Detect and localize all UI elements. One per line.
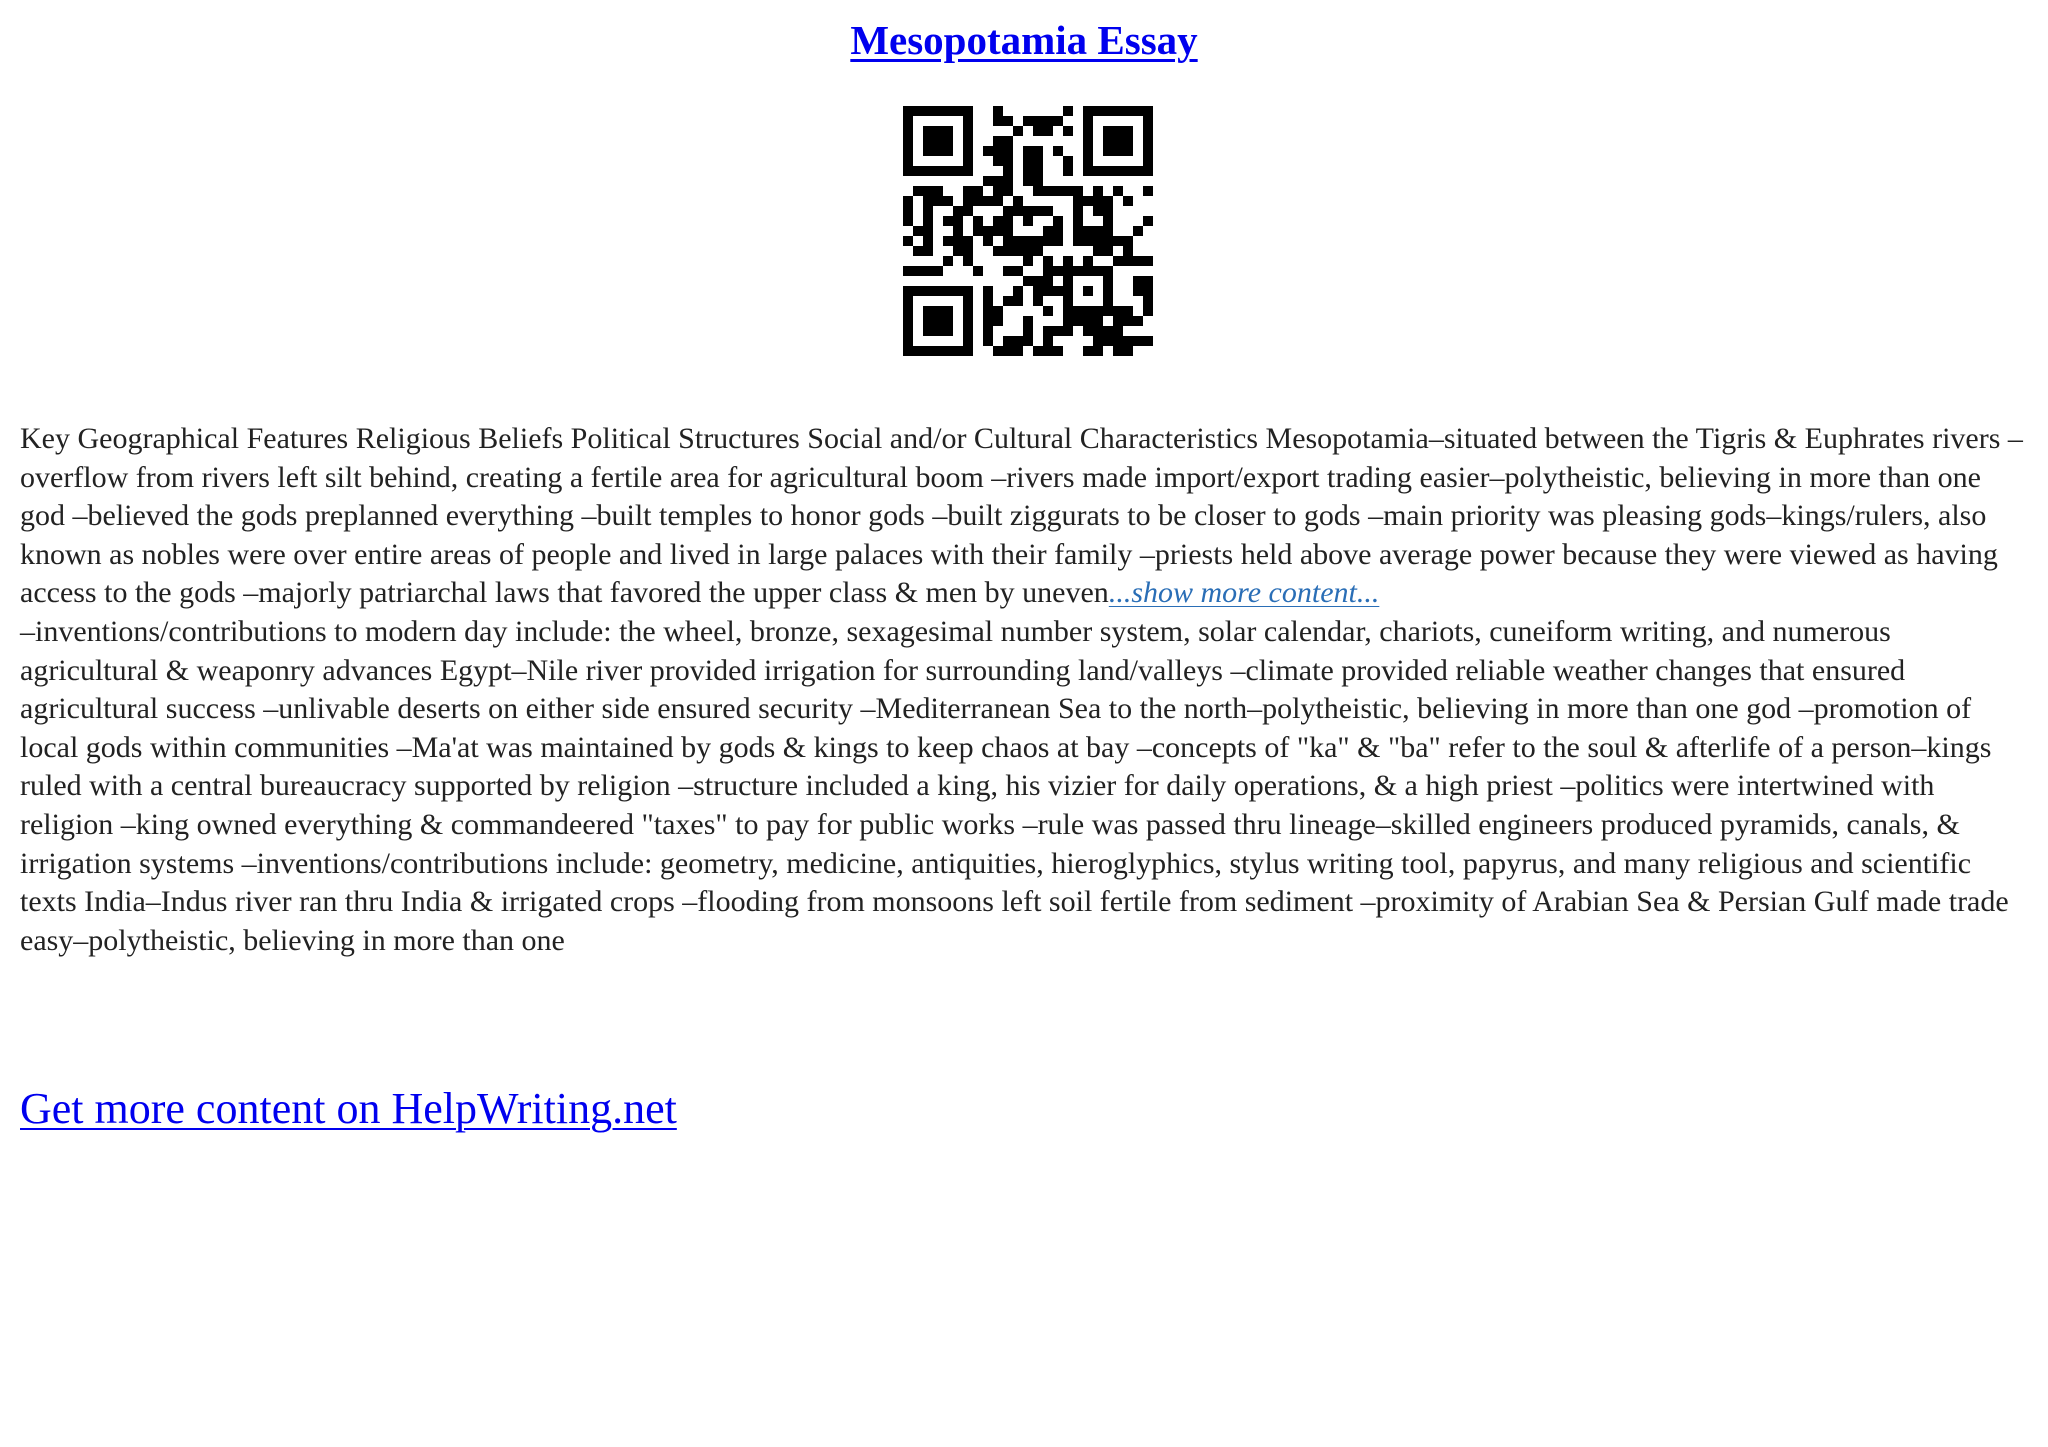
essay-paragraph [20, 420, 2028, 613]
page-title-container [0, 16, 2048, 64]
page-title-link[interactable]: Mesopotamia Essay [850, 17, 1198, 63]
essay-text-part-1: Key Geographical Features Religious Beliefs Political Structures Social and/or Cultural Characteristics Mesopotamia–situated between the Tigris & Euphrates rivers –overflow from rivers left silt behind, creating a fertile area for agricultural boom –rivers made import/export trading easier–polytheistic, believing in more than one god –believed the gods preplanned everything –built temples to honor gods –built ziggurats to be closer to gods –main priority was pleasing gods–kings/rulers, also known as nobles were over entire areas of people and lived in large palaces with their family –priests held above average power because they were viewed as having access to the gods –majorly patriarchal laws that favored the upper class & men by uneven [20, 422, 2023, 610]
qr-code-icon [903, 106, 1153, 356]
show-more-link[interactable]: ...show more content... [1108, 576, 1380, 610]
get-more-content-link[interactable]: Get more content on HelpWriting.net [20, 1084, 677, 1133]
essay-text-part-2: –inventions/contributions to modern day include: the wheel, bronze, sexagesimal number system, solar calendar, chariots, cuneiform writing, and numerous agricultural & weaponry advances Egypt–Nile river provided irrigation for surrounding land/valleys –climate provided reliable weather changes that ensured agricultural success –unlivable deserts on either side ensured security –Mediterranean Sea to the north–polytheistic, believing in more than one god –promotion of local gods within communities –Ma'at was maintained by gods & kings to keep chaos at bay –concepts of "ka" & "ba" refer to the soul & afterlife of a person–kings ruled with a central bureaucracy supported by religion –structure included a king, his vizier for daily operations, & a high priest –politics were intertwined with religion –king owned everything & commandeered "taxes" to pay for public works –rule was passed thru lineage–skilled engineers produced pyramids, canals, & irrigation systems –inventions/contributions include: geometry, medicine, antiquities, hieroglyphics, stylus writing tool, papyrus, and many religious and scientific texts India–Indus river ran thru India & irrigated crops –flooding from monsoons left soil fertile from sediment –proximity of Arabian Sea & Persian Gulf made trade easy–polytheistic, believing in more than one [20, 614, 2009, 957]
essay-excerpt [20, 420, 2028, 960]
